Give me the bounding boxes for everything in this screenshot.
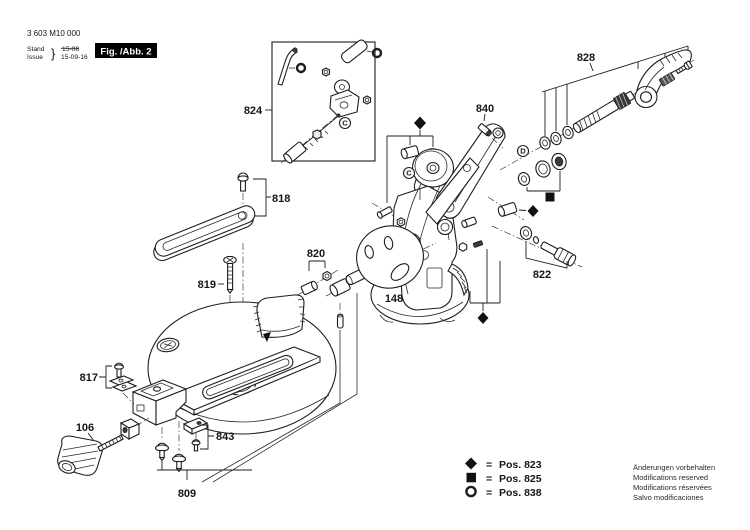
screw-817 xyxy=(115,363,124,377)
hex-nut-central-2 xyxy=(459,243,466,251)
legend-eq-1: = xyxy=(486,459,493,471)
brace: } xyxy=(51,46,56,61)
o-ring-2 xyxy=(373,49,381,57)
issue-label: Issue xyxy=(27,54,43,61)
legend-circle-icon xyxy=(466,487,475,496)
group-822 xyxy=(492,225,582,281)
clip-screw xyxy=(192,440,200,451)
legend-diamond-icon xyxy=(465,458,477,470)
nut-820 xyxy=(323,272,331,281)
group-828 xyxy=(542,46,692,136)
group-106 xyxy=(57,418,149,476)
group-818 xyxy=(150,173,290,312)
label-843: 843 xyxy=(216,431,235,443)
label-840: 840 xyxy=(475,103,495,115)
adjust-screw xyxy=(282,114,340,164)
legend-label-2: Pos. 825 xyxy=(499,473,542,485)
label-819: 819 xyxy=(197,279,216,291)
legend-eq-3: = xyxy=(486,487,493,499)
dowel-pin xyxy=(338,303,344,328)
label-148: 148 xyxy=(384,293,404,305)
grub-screw xyxy=(473,240,483,247)
o-ring xyxy=(297,64,305,72)
base-screw-1 xyxy=(156,443,169,460)
label-820: 820 xyxy=(306,248,326,260)
clamp-bushing xyxy=(497,202,517,217)
lock-knob xyxy=(57,436,102,476)
set-screw xyxy=(376,206,392,219)
clamp-block xyxy=(133,380,186,425)
legend-label-1: Pos. 823 xyxy=(499,459,542,471)
label-817: 817 xyxy=(79,372,98,384)
label-824: 824 xyxy=(243,105,263,117)
bearing-2 xyxy=(550,152,568,172)
knob-shaft xyxy=(98,435,123,451)
note-line-es: Salvo modificaciones xyxy=(633,493,704,502)
label-818: 818 xyxy=(272,193,291,205)
pos823-diamond-mid xyxy=(528,205,539,217)
turntable xyxy=(57,293,357,500)
label-809: 809 xyxy=(177,488,197,500)
clamp-shaft xyxy=(571,89,636,135)
fig-label: Fig. /Abb. 2 xyxy=(100,46,152,58)
pin-lever xyxy=(278,48,297,85)
screw-818 xyxy=(238,173,248,191)
pivot-bracket xyxy=(330,90,359,117)
modification-notes xyxy=(633,463,715,502)
clamp-plates xyxy=(110,376,136,391)
pivot-pin xyxy=(461,217,477,229)
detail-box-824 xyxy=(244,38,381,164)
hex-nut-central xyxy=(397,218,404,226)
label-822: 822 xyxy=(532,269,552,281)
pos823-bracket-bottom xyxy=(470,249,500,324)
old-date: 15-08 xyxy=(62,46,80,53)
legend-square-icon xyxy=(467,473,477,483)
hex-nut xyxy=(323,68,330,76)
base-screw-2 xyxy=(173,454,186,471)
note-line-fr: Modifications réservées xyxy=(633,483,712,492)
screw-819 xyxy=(224,256,237,293)
svg-text:C: C xyxy=(342,118,348,128)
hex-nut-2 xyxy=(364,96,371,104)
part-number: 3 603 M10 000 xyxy=(27,29,81,38)
note-line-de: Änderungen vorbehalten xyxy=(633,463,716,472)
note-line-en: Modifications reserved xyxy=(633,473,709,482)
title-block xyxy=(27,29,157,61)
stand-label: Stand xyxy=(27,46,45,53)
group-817 xyxy=(80,363,136,404)
legend-eq-2: = xyxy=(486,473,493,485)
legend xyxy=(465,458,542,500)
label-106: 106 xyxy=(75,422,95,434)
bushing-820 xyxy=(301,280,319,295)
square-nut xyxy=(121,419,139,439)
svg-text:D: D xyxy=(520,146,526,156)
right-hardware xyxy=(488,60,694,281)
label-828: 828 xyxy=(576,52,596,64)
legend-label-3: Pos. 838 xyxy=(499,487,542,499)
slide-plate xyxy=(150,203,259,263)
bearing xyxy=(534,159,552,179)
svg-text:C: C xyxy=(406,168,412,178)
issue-date: 15-09-16 xyxy=(61,54,88,61)
